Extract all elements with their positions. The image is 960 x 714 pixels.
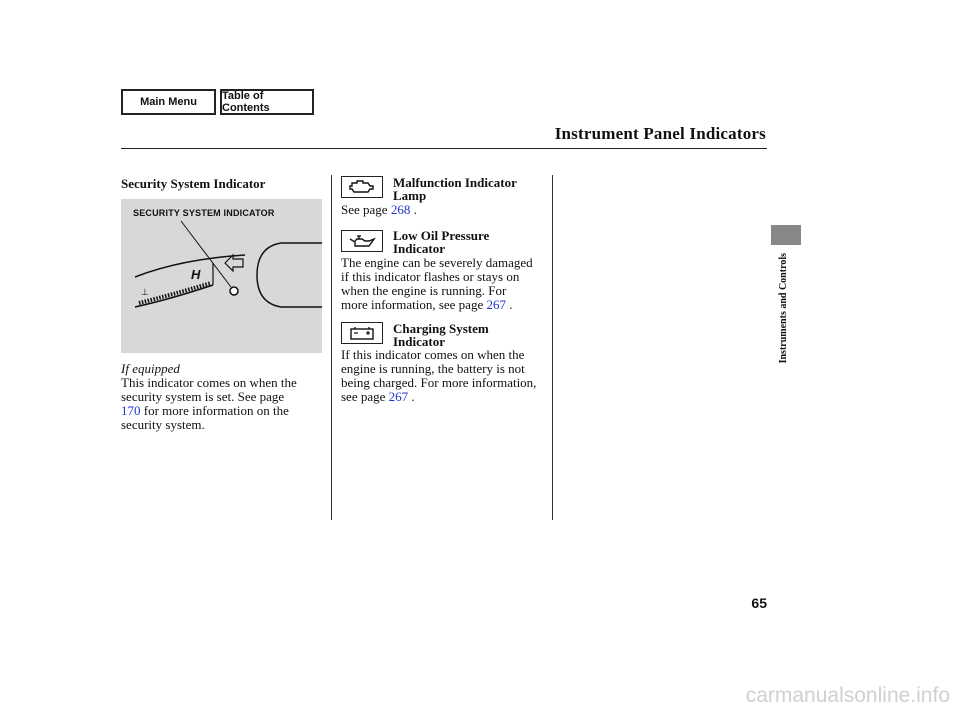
svg-text:H: H [191, 267, 201, 282]
security-text-line: This indicator comes on when the [121, 375, 297, 390]
page-title: Instrument Panel Indicators [554, 124, 766, 143]
security-indicator-figure [121, 199, 322, 353]
instrument-cluster-illustration [121, 199, 322, 353]
oil-heading: Low Oil Pressure [393, 228, 490, 243]
check-engine-icon [341, 176, 383, 198]
page-link-170[interactable]: 170 [121, 403, 141, 418]
security-heading: Security System Indicator [121, 176, 266, 191]
section-tab-marker [771, 225, 801, 245]
oil-text-line: more information, see page 267 . [341, 297, 513, 312]
mil-heading: Malfunction Indicator [393, 175, 517, 190]
column-divider-right [552, 175, 553, 520]
mil-text: See page 268 . [341, 202, 417, 217]
oil-text-line: if this indicator flashes or stays on [341, 269, 520, 284]
oil-text-line: when the engine is running. For [341, 283, 507, 298]
page-link-268[interactable]: 268 [390, 202, 411, 217]
oil-text-line: The engine can be severely damaged [341, 255, 533, 270]
mil-heading: Lamp [393, 188, 427, 203]
column-divider-left [331, 175, 332, 520]
table-of-contents-button[interactable]: Table of Contents [220, 89, 314, 115]
charging-heading: Indicator [393, 334, 445, 349]
watermark: carmanualsonline.info [745, 684, 950, 707]
security-text-line [121, 403, 289, 418]
header-rule [121, 148, 767, 149]
page-link-267[interactable]: 267 [486, 297, 506, 312]
oil-can-icon [341, 230, 383, 252]
svg-text:⊥: ⊥ [141, 288, 149, 298]
charging-text-line: engine is running, the battery is not [341, 361, 525, 376]
page-number: 65 [751, 595, 767, 611]
charging-heading: Charging System [393, 321, 489, 336]
battery-icon [341, 322, 383, 344]
if-equipped-note: If equipped [121, 361, 180, 376]
page-link-267[interactable]: 267 [388, 389, 409, 404]
oil-heading: Indicator [393, 241, 445, 256]
security-text-tail: for more information on the [140, 403, 289, 418]
security-text-line: security system. [121, 417, 205, 432]
main-menu-button[interactable]: Main Menu [121, 89, 216, 115]
section-tab-label: Instruments and Controls [778, 253, 789, 364]
figure-label: SECURITY SYSTEM INDICATOR [133, 208, 275, 218]
charging-text-line: being charged. For more information, [341, 375, 537, 390]
charging-text-line: If this indicator comes on when the [341, 347, 525, 362]
charging-text-line: see page 267 . [341, 389, 415, 404]
security-text-line: security system is set. See page [121, 389, 285, 404]
